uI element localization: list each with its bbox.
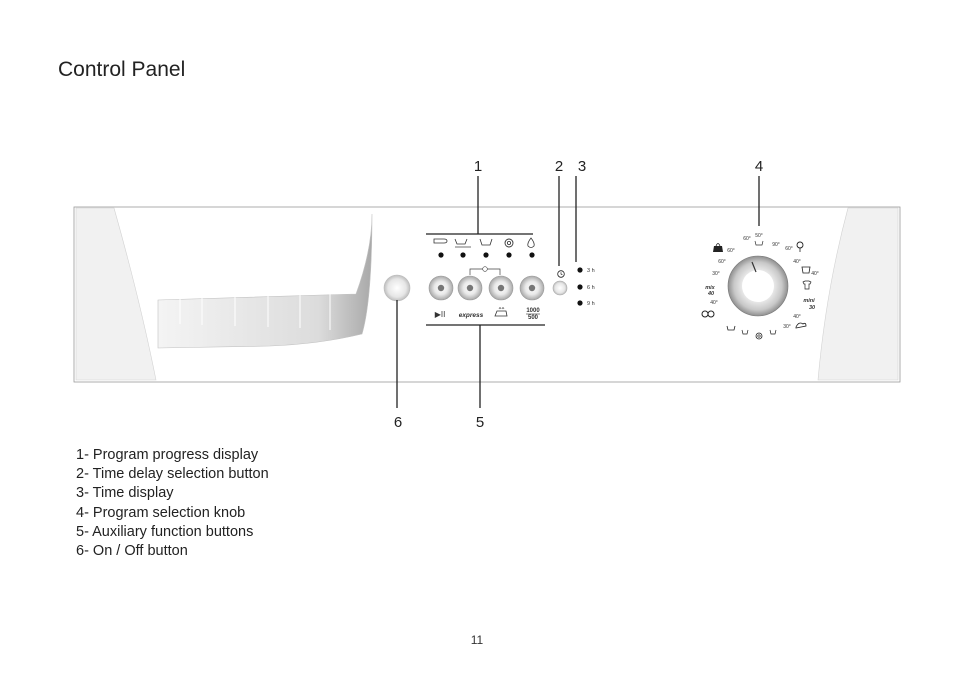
callout-1: 1 bbox=[473, 158, 483, 175]
knob-temp-label: 90° bbox=[772, 242, 780, 248]
legend-item: 3- Time display bbox=[76, 485, 174, 502]
spin-speed-label-top: 1000 bbox=[526, 308, 540, 314]
on-off-button[interactable] bbox=[384, 275, 410, 301]
knob-temp-label: 40° bbox=[793, 259, 801, 265]
callout-4: 4 bbox=[754, 158, 764, 175]
legend-item: 1- Program progress display bbox=[76, 447, 259, 463]
page-title: Control Panel bbox=[58, 58, 186, 81]
time-label: 6 h bbox=[587, 285, 595, 291]
progress-led bbox=[506, 252, 511, 257]
knob-program-label: mix bbox=[705, 285, 715, 291]
time-delay-button[interactable] bbox=[553, 281, 567, 295]
time-led bbox=[577, 267, 582, 272]
key-lock-icon bbox=[483, 267, 488, 272]
program-selection-knob[interactable] bbox=[728, 256, 788, 316]
knob-temp-label: 30° bbox=[712, 271, 720, 277]
knob-temp-label: 40° bbox=[710, 300, 718, 306]
time-led bbox=[577, 284, 582, 289]
progress-led bbox=[529, 252, 534, 257]
express-button[interactable] bbox=[458, 276, 482, 300]
progress-led bbox=[483, 252, 488, 257]
knob-program-label: 40 bbox=[707, 291, 715, 297]
knob-program-label: mini bbox=[803, 298, 815, 304]
callout-5: 5 bbox=[475, 414, 485, 431]
start-pause-label: ▶II bbox=[434, 310, 446, 319]
easy-iron-button[interactable] bbox=[489, 276, 513, 300]
legend-item: 4- Program selection knob bbox=[76, 504, 246, 521]
knob-temp-label: 60° bbox=[727, 248, 735, 254]
progress-led bbox=[438, 252, 443, 257]
time-label: 9 h bbox=[587, 301, 595, 307]
knob-temp-label: 60° bbox=[718, 259, 726, 265]
start-pause-button[interactable] bbox=[429, 276, 453, 300]
knob-temp-label: 50° bbox=[755, 233, 763, 239]
legend-list bbox=[76, 446, 269, 561]
progress-led bbox=[460, 252, 465, 257]
knob-temp-label: 40° bbox=[811, 271, 819, 277]
legend-item: 2- Time delay selection button bbox=[76, 466, 269, 483]
legend-item: 5- Auxiliary function buttons bbox=[76, 523, 254, 540]
spin-speed-button[interactable] bbox=[520, 276, 544, 300]
callout-6: 6 bbox=[393, 414, 403, 431]
legend-item: 6- On / Off button bbox=[76, 543, 188, 560]
spin-speed-label-bottom: 500 bbox=[527, 315, 539, 321]
time-led bbox=[577, 300, 582, 305]
page-number: 11 bbox=[470, 633, 484, 647]
knob-temp-label: 60° bbox=[743, 236, 751, 242]
knob-program-label: 30 bbox=[808, 305, 816, 311]
callout-2: 2 bbox=[554, 158, 564, 175]
express-label: express bbox=[458, 312, 484, 319]
knob-temp-label: 60° bbox=[785, 246, 793, 252]
time-label: 3 h bbox=[587, 268, 595, 274]
knob-temp-label: 40° bbox=[793, 314, 801, 320]
callout-3: 3 bbox=[577, 158, 587, 175]
knob-temp-label: 30° bbox=[783, 324, 791, 330]
